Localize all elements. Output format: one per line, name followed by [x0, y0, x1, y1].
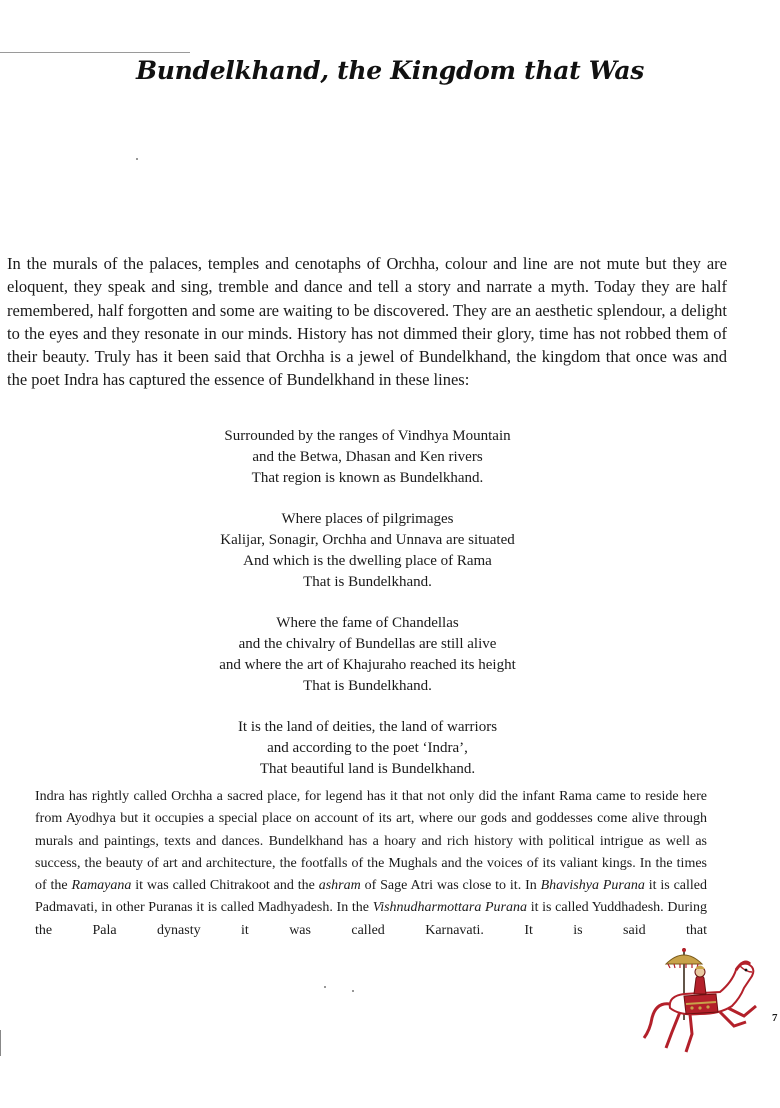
- speck: [136, 158, 138, 160]
- poem-stanza: [0, 613, 735, 697]
- body-text: it was called Chitrakoot and the: [135, 878, 315, 894]
- italic-term: Ramayana: [71, 878, 132, 894]
- poem-line: That is Bundelkhand.: [303, 678, 432, 694]
- poem-line: It is the land of deities, the land of warriors: [237, 719, 498, 735]
- poem-line: That beautiful land is Bundelkhand.: [259, 761, 476, 777]
- poem-stanza: [0, 717, 735, 780]
- intro-paragraph: In the murals of the palaces, temples and cenotaphs of Orchha, colour and line are not mute but they are eloquent, they speak and sing, tremble and dance and tell a story and narrate a myth. Today they are half remembered, half forgotten and some are waiting to be discovered. They are an aesthetic splendour, a delight to the eyes and they resonate in our minds. History has not dimmed their glory, time has not robbed them of their beauty. Truly has it been said that Orchha is a jewel of Bundelkhand, the kingdom that once was and the poet Indra has captured the essence of Bundelkhand in these lines:: [7, 254, 727, 390]
- speck: [324, 986, 326, 988]
- poem-line: Where places of pilgrimages: [281, 511, 454, 527]
- top-rule: [0, 52, 190, 53]
- poem-line: and where the art of Khajuraho reached its height: [219, 657, 516, 673]
- poem-line: And which is the dwelling place of Rama: [243, 553, 492, 569]
- body-text: Indra has rightly called Orchha a sacred place, for legend has it that not only did the infant Rama came to reside here from Ayodhya but it occupies a special place on account of its art, where our gods and goddesses come alive through murals and paintings, texts and dances. Bundelkhand has a hoary and rich history with political intrigue as well as success, the beauty of art and architecture, the footfalls of the Mughals and the voices of its valiant kings. In the times of the: [35, 789, 707, 894]
- poem: [0, 426, 735, 800]
- speck: [352, 990, 354, 992]
- poem-stanza: [0, 509, 735, 593]
- page-number: 7: [772, 1012, 778, 1024]
- body-text: it is called Yuddhadesh. During the Pala dynasty it was called Karnavati. It is said that: [35, 900, 708, 938]
- poem-line: Surrounded by the ranges of Vindhya Mountain: [224, 428, 511, 444]
- body-paragraph: [35, 786, 707, 942]
- italic-term: ashram: [318, 878, 361, 894]
- poem-line: and the chivalry of Bundellas are still alive: [238, 636, 497, 652]
- poem-line: and the Betwa, Dhasan and Ken rivers: [252, 449, 483, 465]
- poem-line: Where the fame of Chandellas: [276, 615, 459, 631]
- page-title: Bundelkhand, the Kingdom that Was: [135, 56, 645, 85]
- body-text: of Sage Atri was close to it. In: [364, 878, 537, 894]
- edge-mark: [0, 1030, 1, 1056]
- poem-line: That is Bundelkhand.: [303, 574, 432, 590]
- horse-figure: [644, 962, 756, 1052]
- poem-line: and according to the poet ‘Indra’,: [267, 740, 468, 756]
- poem-line: That region is known as Bundelkhand.: [251, 470, 484, 486]
- poem-stanza: [0, 426, 735, 489]
- horse-illustration: [640, 942, 770, 1058]
- poem-line: Kalijar, Sonagir, Orchha and Unnava are situated: [220, 532, 515, 548]
- italic-term: Bhavishya Purana: [540, 878, 645, 894]
- italic-term: Vishnudharmottara Purana: [372, 900, 527, 916]
- body-text: it is called Padmavati, in other Puranas it is called Madhyadesh. In the: [35, 878, 707, 916]
